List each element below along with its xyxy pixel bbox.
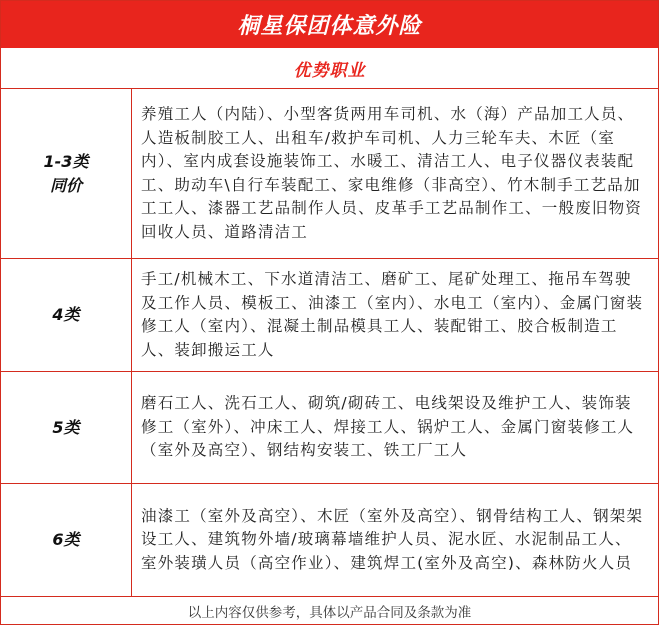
category-cell: [1, 372, 132, 483]
title-text: 桐星保团体意外险: [237, 14, 422, 39]
disclaimer-text: 以上内容仅供参考，具体以产品合同及条款为准: [187, 605, 472, 621]
jobs-text: 手工/机械木工、下水道清洁工、磨矿工、尾矿处理工、拖吊车驾驶及工作人员、模板工、油漆工（室内）、水电工（室内）、金属门窗装修工人（室内）、混凝土制品模具工人、装配钳工、胶合板制造工人、装卸搬运工人: [141, 270, 644, 359]
page-title: [1, 1, 658, 48]
category-label: 1-3类: [43, 151, 89, 171]
category-label: 6类: [52, 530, 80, 549]
table-row: [1, 484, 658, 597]
category-cell: [1, 259, 132, 371]
category-label: 5类: [52, 417, 80, 437]
jobs-cell: [132, 372, 658, 483]
jobs-text: 养殖工人（内陆）、小型客货两用车司机、水（海）产品加工人员、人造板制胶工人、出租车/救护车司机、人力三轮车夫、木匠（室内）、室内成套设施装饰工、水暖工、清洁工人、电子仪器仪表装配工、助动车\自行车装配工、家电维修（非高空）、竹木制手工艺品加工工人、漆器工艺品制作人员、皮革手工艺品制作工、一般废旧物资回收人员、道路清洁工: [141, 105, 643, 241]
section-subtitle: [1, 48, 658, 89]
jobs-text: 油漆工（室外及高空）、木匠（室外及高空）、钢骨结构工人、钢架架设工人、建筑物外墙/玻璃幕墙维护人员、泥水匠、水泥制品工人、室外装璜人员（高空作业）、建筑焊工(室外及高空)、森林防火人员: [141, 506, 644, 572]
category-cell: [1, 89, 132, 258]
subtitle-text: 优势职业: [293, 60, 366, 81]
table-row: [1, 89, 658, 259]
category-sublabel: 同价: [49, 175, 82, 195]
table-row: [1, 259, 658, 372]
jobs-cell: [132, 484, 658, 596]
jobs-cell: [132, 259, 658, 371]
category-cell: [1, 484, 132, 596]
category-label: 4类: [52, 305, 80, 324]
disclaimer-footer: [1, 597, 658, 625]
table-row: [1, 372, 658, 484]
jobs-cell: [132, 89, 658, 258]
jobs-text: 磨石工人、洗石工人、砌筑/砌砖工、电线架设及维护工人、装饰装修工（室外）、冲床工人、焊接工人、锅炉工人、金属门窗装修工人（室外及高空）、钢结构安装工、铁工厂工人: [141, 394, 635, 460]
